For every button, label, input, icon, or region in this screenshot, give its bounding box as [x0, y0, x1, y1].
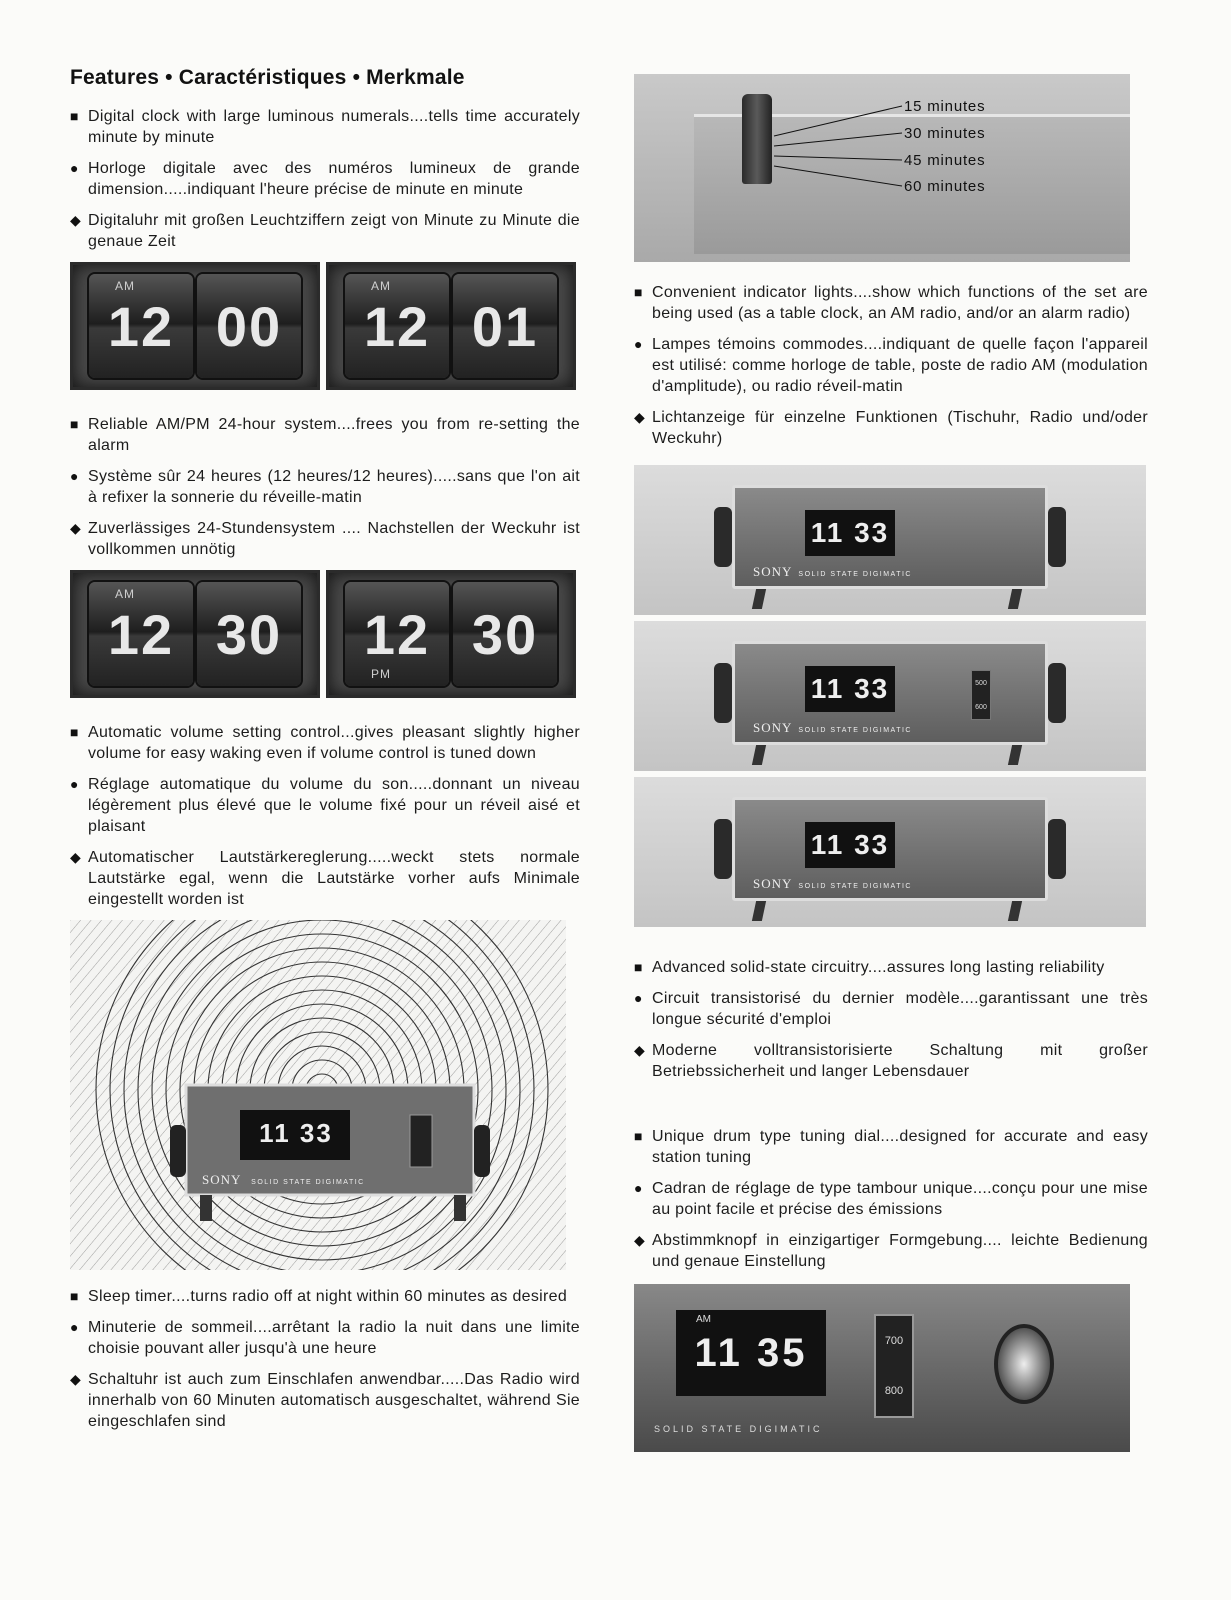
circle-bullet: ●	[634, 1180, 643, 1196]
tuning-drum: 700 800	[874, 1314, 914, 1418]
feature-volume-de: ◆ Automatischer Lautstärkereglerung.....weckt stets normale Lautstärke egal, wenn die Lautstärke vorher aufs Minimale eingestellt worden ist	[70, 849, 580, 908]
flip-clock-panel	[70, 262, 320, 390]
feature-tuning-en: ■ Unique drum type tuning dial....designed for accurate and easy station tuning	[634, 1128, 1148, 1166]
square-bullet: ■	[634, 959, 643, 975]
feature-indicator-de: ◆ Lichtanzeige für einzelne Funktionen (Tischuhr, Radio und/oder Weckuhr)	[634, 409, 1148, 447]
diamond-bullet: ◆	[634, 1232, 646, 1248]
radio-brand: SOLID STATE DIGIMATIC	[654, 1424, 823, 1434]
flip-clock-row-1	[70, 262, 580, 390]
am-indicator: AM	[696, 1314, 711, 1325]
rings-graphic	[70, 920, 566, 1270]
feature-sleep-en: ■ Sleep timer....turns radio off at night within 60 minutes as desired	[70, 1288, 568, 1305]
radio-foot	[1008, 745, 1022, 765]
diamond-bullet: ◆	[634, 409, 646, 425]
radio-brand: SONY SOLID STATE DIGIMATIC	[202, 1172, 365, 1187]
circle-bullet: ●	[70, 160, 79, 176]
square-bullet: ■	[70, 724, 79, 740]
tuning-knob	[994, 1324, 1054, 1404]
circle-bullet: ●	[634, 990, 643, 1006]
radio-time: 11 35	[676, 1310, 826, 1396]
radio-left-knob	[170, 1125, 186, 1177]
radio-foot	[454, 1195, 466, 1221]
am-indicator: AM	[115, 587, 135, 601]
circle-bullet: ●	[70, 468, 79, 484]
minute-drum: 01	[453, 274, 557, 378]
diamond-bullet: ◆	[70, 849, 82, 865]
feature-indicator-fr: ● Lampes témoins commodes....indiquant de quelle façon l'appareil est utilisé: comme horloge de table, poste de radio AM (modulation d'amplitude), ou radio réveil-matin	[634, 336, 1148, 395]
feature-sleep-de: ◆ Schaltuhr ist auch zum Einschlafen anwendbar.....Das Radio wird innerhalb von 60 Minuten automatisch ausgeschaltet, während Sie eingeschlafen sind	[70, 1371, 580, 1430]
radio-brand: SONY SOLID STATE DIGIMATIC	[753, 720, 912, 735]
radio-right-knob	[1048, 819, 1066, 879]
radio-time: 11 33	[805, 822, 895, 868]
radio-foot	[752, 901, 766, 921]
leader-lines	[634, 74, 1130, 262]
radio-photo-alarm-mode	[634, 777, 1146, 927]
square-bullet: ■	[70, 416, 79, 432]
feature-ampm-de: ◆ Zuverlässiges 24-Stundensystem .... Nachstellen der Weckuhr ist vollkommen unnötig	[70, 520, 580, 558]
feature-ampm-en: ■ Reliable AM/PM 24-hour system....frees you from re-setting the alarm	[70, 416, 580, 454]
diamond-bullet: ◆	[70, 520, 82, 536]
diamond-bullet: ◆	[70, 212, 82, 228]
minute-drum: 30	[197, 582, 301, 686]
feature-volume-en: ■ Automatic volume setting control...gives pleasant slightly higher volume for easy waking even if volume control is tuned down	[70, 724, 580, 762]
circle-bullet: ●	[70, 1319, 79, 1335]
feature-circuitry-en: ■ Advanced solid-state circuitry....assures long lasting reliability	[634, 959, 1105, 976]
radio-right-knob	[474, 1125, 490, 1177]
square-bullet: ■	[70, 108, 79, 124]
tuning-dial-closeup-photo	[634, 1284, 1130, 1452]
hour-drum: 12	[89, 274, 193, 378]
flip-clock-row-2	[70, 570, 580, 698]
circle-bullet: ●	[70, 776, 79, 792]
flip-clock-panel	[326, 570, 576, 698]
radio-foot	[752, 745, 766, 765]
radio-left-knob	[714, 507, 732, 567]
timer-label-15: 15 minutes	[904, 98, 986, 115]
radio-case	[732, 641, 1048, 745]
radio-foot	[200, 1195, 212, 1221]
minute-drum: 30	[453, 582, 557, 686]
radio-photo-clock-mode	[634, 465, 1146, 615]
am-indicator: AM	[115, 279, 135, 293]
timer-label-30: 30 minutes	[904, 125, 986, 142]
radio-time: 11 33	[259, 1118, 333, 1148]
timer-label-45: 45 minutes	[904, 152, 986, 169]
feature-digital-de: ◆ Digitaluhr mit großen Leuchtziffern zeigt von Minute zu Minute die genaue Zeit	[70, 212, 580, 250]
feature-tuning-de: ◆ Abstimmknopf in einzigartiger Formgebung.... leichte Bedienung und genaue Einstellung	[634, 1232, 1148, 1270]
circle-bullet: ●	[634, 336, 643, 352]
page-title: Features • Caractéristiques • Merkmale	[70, 66, 465, 89]
right-column	[634, 74, 1148, 1452]
concentric-rings-photo	[70, 920, 566, 1270]
radio-brand: SONY SOLID STATE DIGIMATIC	[753, 876, 912, 891]
feature-tuning-fr: ● Cadran de réglage de type tambour unique....conçu pour une mise au point facile et précise des émissions	[634, 1180, 1148, 1218]
left-column	[70, 66, 580, 1442]
radio-foot	[1008, 901, 1022, 921]
hour-drum: 12	[345, 274, 449, 378]
radio-photo-radio-mode	[634, 621, 1146, 771]
feature-sleep-fr: ● Minuterie de sommeil....arrêtant la radio la nuit dans une limite choisie pouvant aller jusqu'à une heure	[70, 1319, 580, 1357]
radio-dial	[410, 1115, 432, 1167]
radio-case	[732, 797, 1048, 901]
square-bullet: ■	[70, 1288, 79, 1304]
diamond-bullet: ◆	[634, 1042, 646, 1058]
square-bullet: ■	[634, 284, 643, 300]
feature-circuitry-de: ◆ Moderne volltransistorisierte Schaltung mit großer Betriebssicherheit und langer Lebensdauer	[634, 1042, 1148, 1080]
radio-right-knob	[1048, 507, 1066, 567]
square-bullet: ■	[634, 1128, 643, 1144]
feature-volume-fr: ● Réglage automatique du volume du son.....donnant un niveau légèrement plus élevé que le volume fixé pour un réveil aisé et plaisant	[70, 776, 580, 835]
sleep-timer-knob-photo	[634, 74, 1130, 262]
feature-digital-en: ■ Digital clock with large luminous numerals....tells time accurately minute by minute	[70, 108, 580, 146]
flip-clock-panel	[326, 262, 576, 390]
feature-ampm-fr: ● Système sûr 24 heures (12 heures/12 heures).....sans que l'on ait à refixer la sonnerie du réveille-matin	[70, 468, 580, 506]
feature-circuitry-fr: ● Circuit transistorisé du dernier modèle....garantissant une très longue sécurité d'emploi	[634, 990, 1148, 1028]
flip-clock-panel	[70, 570, 320, 698]
tuning-dial: 500 600	[971, 670, 991, 720]
radio-left-knob	[714, 663, 732, 723]
radio-case	[732, 485, 1048, 589]
radio-foot	[752, 589, 766, 609]
feature-indicator-en: ■ Convenient indicator lights....show which functions of the set are being used (as a table clock, an AM radio, and/or an alarm radio)	[634, 284, 1148, 322]
radio-foot	[1008, 589, 1022, 609]
hour-drum: 12	[345, 582, 449, 686]
am-indicator: AM	[371, 279, 391, 293]
hour-drum: 12	[89, 582, 193, 686]
radio-left-knob	[714, 819, 732, 879]
feature-digital-fr: ● Horloge digitale avec des numéros lumineux de grande dimension.....indiquant l'heure précise de minute en minute	[70, 160, 580, 198]
radio-right-knob	[1048, 663, 1066, 723]
radio-brand: SONY SOLID STATE DIGIMATIC	[753, 564, 912, 579]
pm-indicator: PM	[371, 667, 391, 681]
timer-label-60: 60 minutes	[904, 178, 986, 195]
diamond-bullet: ◆	[70, 1371, 82, 1387]
minute-drum: 00	[197, 274, 301, 378]
radio-time: 11 33	[805, 666, 895, 712]
radio-time: 11 33	[805, 510, 895, 556]
